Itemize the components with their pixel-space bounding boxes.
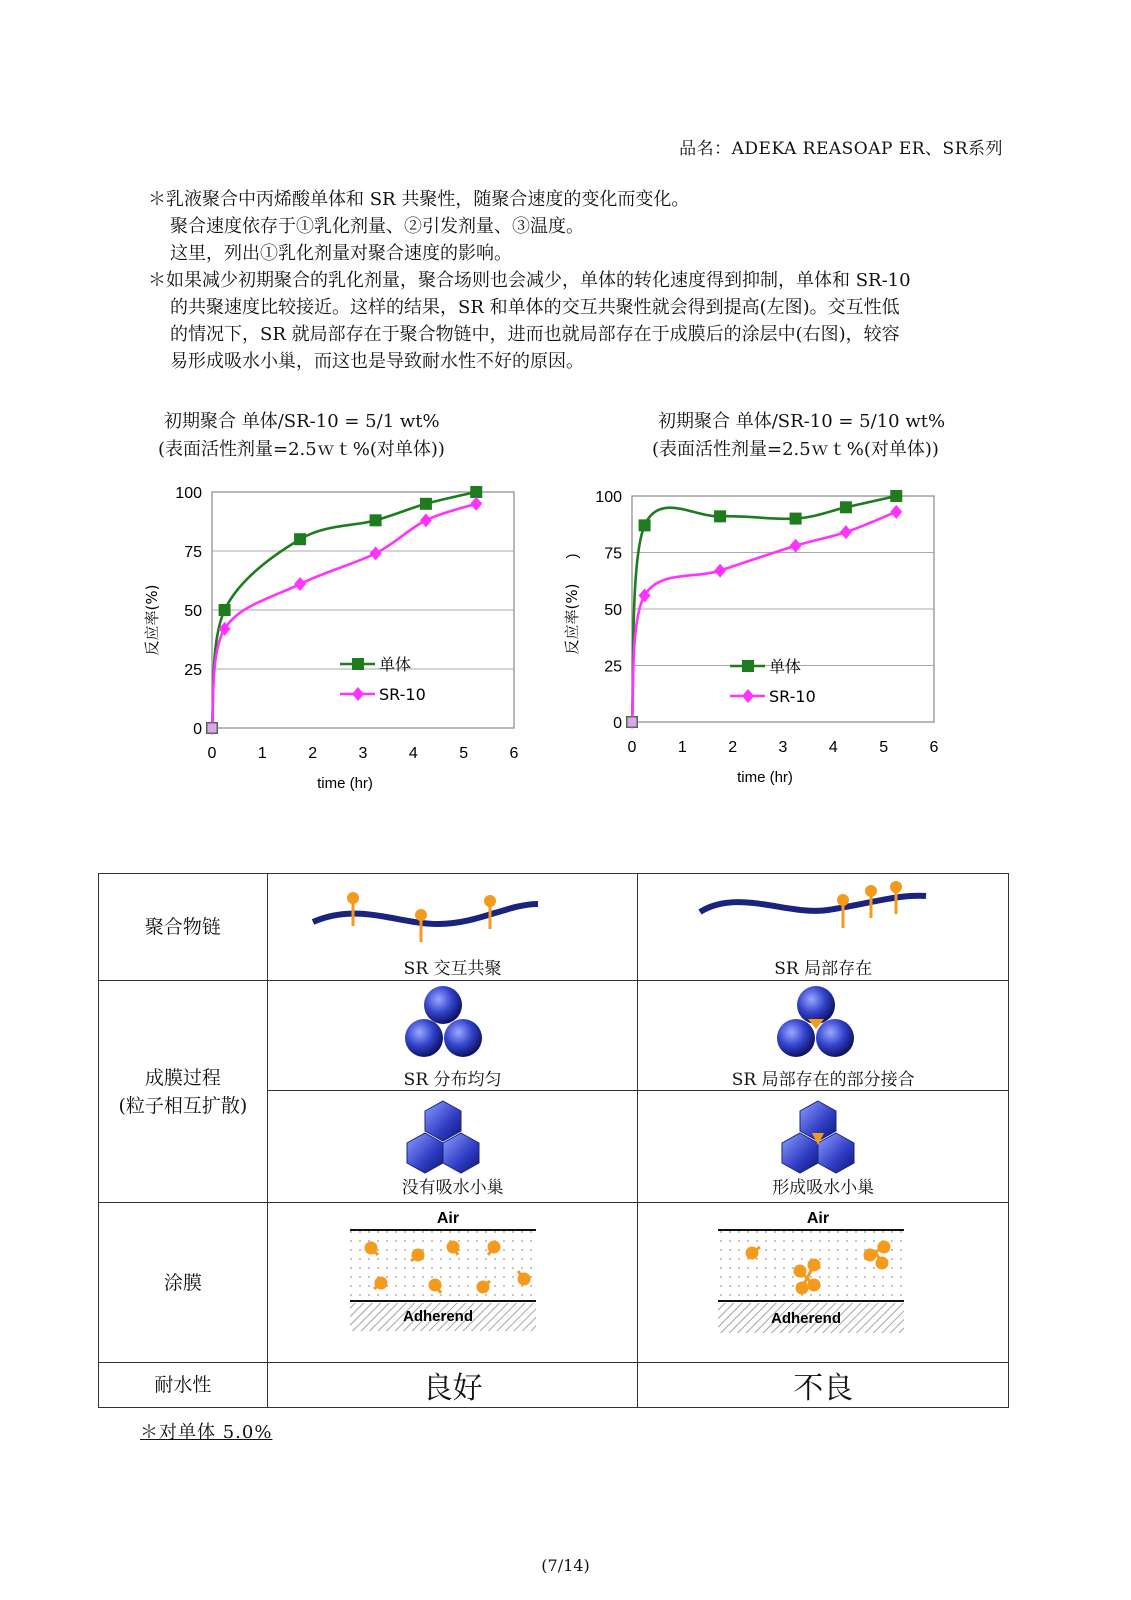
data-point-monomer: [219, 604, 231, 616]
caption-line: 初期聚合 单体/SR-10 = 5/1 wt%: [164, 411, 440, 432]
doc-header: 品名：ADEKA REASOAP ER、SR系列: [679, 139, 1003, 159]
text-line: ＊乳液聚合中丙烯酸单体和 SR 共聚性，随聚合速度的变化而变化。: [148, 189, 690, 210]
x-tick-label: 6: [929, 739, 939, 756]
footnote: ＊对单体 5.0%: [140, 1422, 273, 1443]
particle-sphere: [444, 1019, 482, 1057]
legend-marker: [742, 660, 754, 672]
cell-no-water-pocket: [267, 1091, 638, 1203]
x-tick-label: 3: [778, 739, 788, 756]
y-tick-label: 75: [604, 545, 622, 563]
text-line: 的情况下，SR 就局部存在于聚合物链中，进而也就局部存在于成膜后的涂层中(右图)，较容: [170, 324, 900, 345]
y-tick-label: 0: [193, 721, 202, 738]
caption-line: (表面活性剂量=2.5ｗｔ%(对单体)): [652, 439, 939, 460]
page-number: (7/14): [541, 1556, 590, 1575]
adherend-label: Adherend: [771, 1310, 842, 1327]
right-conversion-chart: [560, 480, 980, 815]
particle-hexagon: [443, 1133, 479, 1173]
x-axis-label: time (hr): [737, 769, 793, 786]
origin-marker: [627, 717, 637, 727]
x-tick-label: 5: [459, 745, 469, 762]
label-sr-alternating: SR 交互共聚: [403, 959, 502, 979]
y-tick-label: 50: [184, 603, 202, 620]
particle-sphere: [777, 1019, 815, 1057]
x-tick-label: 1: [257, 745, 267, 762]
cell-water-pocket: [638, 1091, 1009, 1203]
particle-hexagon: [425, 1101, 461, 1141]
coating-film: [350, 1231, 536, 1301]
air-label: Air: [807, 1210, 830, 1227]
x-tick-label: 3: [358, 745, 368, 762]
water-resistance-poor: 不良: [638, 1363, 1009, 1408]
particle-sphere: [424, 986, 462, 1024]
row-head-polymer-chain: 聚合物链: [99, 874, 268, 981]
particle-hexagon: [782, 1133, 818, 1173]
particle-hexagon: [407, 1133, 443, 1173]
origin-marker: [207, 723, 217, 733]
x-tick-label: 0: [207, 745, 217, 762]
caption-line: (表面活性剂量=2.5ｗｔ%(对单体)): [158, 439, 445, 460]
y-tick-label: 25: [604, 658, 622, 676]
air-label: Air: [436, 1210, 459, 1227]
cell-coating-poor: [638, 1203, 1009, 1363]
label-no-water-pocket: 没有吸水小巢: [401, 1178, 504, 1198]
data-point-monomer: [840, 501, 852, 513]
cell-localized-chain: [638, 874, 1009, 981]
text-line: 易形成吸水小巢，而这也是导致耐水性不好的原因。: [170, 351, 584, 372]
cell-uniform-particles: [267, 981, 638, 1091]
label-water-pocket: 形成吸水小巢: [772, 1178, 875, 1198]
text-line: 这里，列出①乳化剂量对聚合速度的影响。: [170, 243, 512, 264]
data-point-monomer: [714, 510, 726, 522]
y-axis-label: 反应率(%): [143, 584, 161, 656]
y-axis-label: 反应率(%): [563, 583, 581, 655]
x-tick-label: 0: [627, 739, 637, 756]
y-tick-label: 25: [184, 662, 202, 679]
row-head-film-formation: [99, 981, 268, 1203]
coating-good-diagram: [268, 1203, 638, 1363]
particle-sphere: [405, 1019, 443, 1057]
particle-sphere: [797, 986, 835, 1024]
label-sr-localized: SR 局部存在: [774, 959, 873, 979]
particle-sphere: [816, 1019, 854, 1057]
legend-label: SR-10: [379, 685, 426, 704]
row-head-line: 成膜过程: [144, 1066, 221, 1089]
data-point-monomer: [890, 490, 902, 502]
polymer-chain-line: [700, 896, 926, 912]
data-point-monomer: [370, 514, 382, 526]
data-point-monomer: [294, 533, 306, 545]
adherend-label: Adherend: [402, 1308, 473, 1325]
x-axis-label: time (hr): [317, 775, 373, 792]
water-resistance-good: 良好: [267, 1363, 638, 1408]
x-tick-label: 1: [677, 739, 687, 756]
row-head-line: (粒子相互扩散): [118, 1094, 248, 1117]
legend-label: SR-10: [769, 687, 816, 706]
cell-localized-particles: [638, 981, 1009, 1091]
x-tick-label: 5: [879, 739, 889, 756]
label-sr-uniform: SR 分布均匀: [403, 1070, 502, 1090]
label-sr-partial-junction: SR 局部存在的部分接合: [731, 1070, 915, 1090]
y-axis-label-extra: ): [564, 553, 581, 559]
y-tick-label: 50: [604, 602, 622, 619]
y-tick-label: 100: [595, 489, 622, 506]
data-point-monomer: [639, 519, 651, 531]
legend-marker: [352, 658, 364, 670]
coating-poor-diagram: [638, 1203, 1008, 1363]
comparison-table: [98, 873, 1009, 1408]
cell-alternating-chain: [267, 874, 638, 981]
y-tick-label: 100: [175, 485, 202, 502]
legend-label: 单体: [769, 657, 802, 676]
x-tick-label: 2: [308, 745, 318, 762]
left-conversion-chart: [130, 480, 550, 815]
right-chart-caption: [652, 408, 945, 464]
particle-hexagon: [818, 1133, 854, 1173]
data-point-monomer: [790, 513, 802, 525]
caption-line: 初期聚合 单体/SR-10 = 5/10 wt%: [658, 411, 946, 432]
cell-coating-good: [267, 1203, 638, 1363]
y-tick-label: 0: [613, 715, 622, 732]
text-line: 的共聚速度比较接近。这样的结果，SR 和单体的交互共聚性就会得到提高(左图)。交互性低: [170, 297, 900, 318]
x-tick-label: 2: [728, 739, 738, 756]
intro-paragraph-1: [148, 186, 1028, 267]
left-chart-caption: [158, 408, 445, 464]
intro-paragraph-2: [148, 267, 1028, 375]
row-head-water-resistance: 耐水性: [99, 1363, 268, 1408]
x-tick-label: 4: [408, 745, 418, 762]
x-tick-label: 4: [828, 739, 838, 756]
row-head-coating: 涂膜: [99, 1203, 268, 1363]
y-tick-label: 75: [184, 544, 202, 561]
data-point-monomer: [420, 498, 432, 510]
data-point-monomer: [470, 486, 482, 498]
text-line: 聚合速度依存于①乳化剂量、②引发剂量、③温度。: [170, 216, 584, 237]
text-line: ＊如果减少初期聚合的乳化剂量，聚合场则也会减少，单体的转化速度得到抑制，单体和 SR-10: [148, 270, 911, 291]
x-tick-label: 6: [509, 745, 519, 762]
legend-label: 单体: [379, 655, 412, 674]
